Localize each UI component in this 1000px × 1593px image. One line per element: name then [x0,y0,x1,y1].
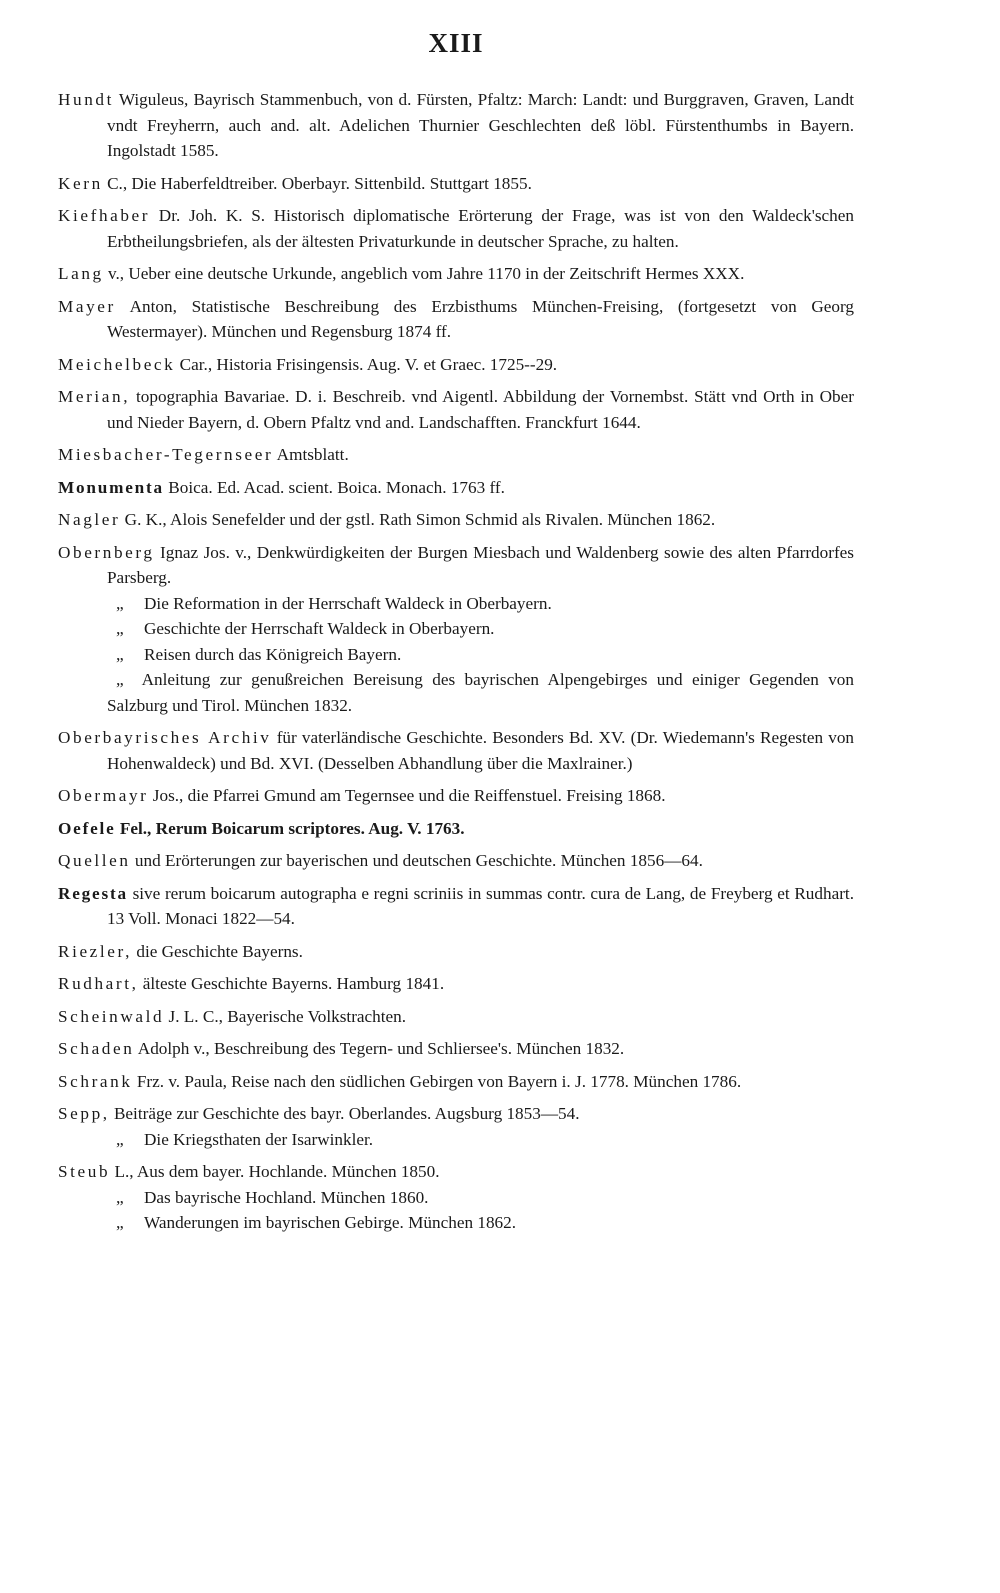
bib-entry [58,203,854,254]
entry-author: Hundt [58,90,114,109]
entry-text: G. K., Alois Senefelder und der gstl. Rath Simon Schmid als Rivalen. München 1862. [124,510,716,529]
bib-entry [58,783,854,809]
bib-entry [58,507,854,533]
entry-author: Nagler [58,510,121,529]
entry-author: Quellen [58,851,131,870]
entry-text: Amtsblatt. [276,445,349,464]
entry-text: Jos., die Pfarrei Gmund am Tegernsee und die Reiffenstuel. Freising 1868. [152,786,666,805]
bib-entry [58,848,854,874]
entry-author: Oberbayrisches Archiv [58,728,272,747]
entry-text: Anton, Statistische Beschreibung des Erzbisthums München-Freising, (fortgesetzt von Georg Westermayer). München und Regensburg 1874 ff. [107,296,854,341]
sub-entry-text: Die Reformation in der Herrschaft Waldeck in Oberbayern. [144,593,552,613]
entry-author: Merian, [58,387,131,406]
entry-author: Schaden [58,1039,135,1058]
entry-author: Miesbacher-Tegernseer [58,445,274,464]
bib-entry [58,261,854,287]
entry-author: Mayer [58,296,116,316]
entry-text: Fel., Rerum Boicarum scriptores. Aug. V. 1763. [119,818,465,838]
sub-entry [58,1127,854,1153]
entry-author: Kiefhaber [58,206,151,225]
entry-author: Rudhart, [58,974,139,993]
entry-author: Steub [58,1162,111,1181]
sub-entry [58,1185,854,1211]
entry-author: Regesta [58,883,128,903]
bib-entry [58,725,854,776]
entry-text: Frz. v. Paula, Reise nach den südlichen Gebirgen von Bayern i. J. 1778. München 1786. [136,1071,742,1091]
entry-author: Riezler, [58,941,133,961]
entry-text: Adolph v., Beschreibung des Tegern- und Schliersee's. München 1832. [137,1039,625,1058]
entry-text: topographia Bavariae. D. i. Beschreib. vnd Aigentl. Abbildung der Vornembst. Stätt vnd Orth in Ober und Nieder Bayern, d. Obern Pfaltz vnd and. Landschafften. Franckfurt 1644. [107,387,855,432]
entry-text: Dr. Joh. K. S. Historisch diplomatische Erörterung der Frage, was ist von den Waldeck'schen Erbtheilungsbriefen, als der ältesten Privaturkunde in deutscher Sprache, zu halten. [107,206,854,251]
page [58,28,854,1236]
entry-text: v., Ueber eine deutsche Urkunde, angeblich vom Jahre 1170 in der Zeitschrift Hermes XXX. [108,264,745,283]
bib-entry [58,475,854,501]
sub-entry-text: Anleitung zur genußreichen Bereisung des bayrischen Alpengebirges und einiger Gegenden von Salzburg und Tirol. München 1832. [107,670,854,715]
entry-author: Kern [58,173,103,193]
bibliography-list [58,87,854,1236]
sub-entry-text: Wanderungen im bayrischen Gebirge. München 1862. [144,1213,517,1232]
entry-text: für vaterländische Geschichte. Besonders Bd. XV. (Dr. Wiedemann's Regesten von Hohenwaldeck) und Bd. XVI. (Desselben Abhandlung über die Maxlrainer.) [107,728,855,773]
entry-author: Scheinwald [58,1006,165,1026]
entry-text: J. L. C., Bayerische Volkstrachten. [168,1006,407,1026]
ditto-mark: „ [116,619,124,638]
sub-entry-text: Das bayrische Hochland. München 1860. [144,1187,429,1207]
page-number: XIII [428,28,484,58]
entry-author: Meichelbeck [58,354,176,374]
entry-text: Beiträge zur Geschichte des bayr. Oberlandes. Augsburg 1853—54. [113,1104,580,1123]
ditto-mark: „ [116,644,124,664]
sub-entry [58,667,854,718]
entry-author: Schrank [58,1071,133,1091]
entry-text: sive rerum boicarum autographa e regni scriniis in summas contr. cura de Lang, de Freyberg et Rudhart. 13 Voll. Monaci 1822—54. [107,883,855,928]
ditto-mark: „ [116,1129,124,1149]
bib-entry [58,352,854,378]
entry-text: und Erörterungen zur bayerischen und deutschen Geschichte. München 1856—64. [134,851,703,870]
ditto-mark: „ [116,1187,124,1207]
entry-author: Oefele [58,818,116,838]
ditto-mark: „ [116,1213,124,1232]
sub-entry [58,1210,854,1236]
entry-author: Monumenta [58,477,164,497]
bib-entry [58,1036,854,1062]
bib-entry [58,294,854,345]
bib-entry [58,1004,854,1030]
entry-author: Obernberg [58,542,155,562]
bib-entry [58,384,854,435]
entry-text: Boica. Ed. Acad. scient. Boica. Monach. 1763 ff. [168,477,505,497]
bib-entry [58,442,854,468]
ditto-mark: „ [116,593,124,613]
entry-text: L., Aus dem bayer. Hochlande. München 1850. [114,1162,440,1181]
entry-text: Car., Historia Frisingensis. Aug. V. et Graec. 1725--29. [179,354,558,374]
entry-text: Ignaz Jos. v., Denkwürdigkeiten der Burgen Miesbach und Waldenberg sowie des alten Pfarrdorfes Parsberg. [107,542,854,587]
bib-entry [58,1101,854,1127]
bib-entry [58,87,854,164]
entry-text: C., Die Haberfeldtreiber. Oberbayr. Sittenbild. Stuttgart 1855. [107,173,532,193]
bib-entry [58,971,854,997]
bib-entry [58,939,854,965]
ditto-mark: „ [116,670,124,689]
bib-entry [58,1069,854,1095]
bib-entry [58,1159,854,1185]
sub-entry [58,616,854,642]
entry-author: Lang [58,264,104,283]
entry-author: Obermayr [58,786,149,805]
sub-entry-text: Reisen durch das Königreich Bayern. [144,644,402,664]
entry-text: Wiguleus, Bayrisch Stammenbuch, von d. Fürsten, Pfaltz: March: Landt: und Burggraven, Graven, Landt vndt Freyherrn, auch and. alt. Adelichen Thurnier Geschlechten deß löbl. Fürstenthumbs in Bayern. Ingolstadt 1585. [107,90,854,160]
sub-entry [58,642,854,668]
sub-entry-text: Die Kriegsthaten der Isarwinkler. [144,1129,374,1149]
sub-entry-text: Geschichte der Herrschaft Waldeck in Oberbayern. [144,619,495,638]
bib-entry [58,171,854,197]
bib-entry [58,816,854,842]
bib-entry [58,540,854,591]
bib-entry [58,881,854,932]
sub-entry [58,591,854,617]
entry-text: älteste Geschichte Bayerns. Hamburg 1841. [142,974,445,993]
entry-text: die Geschichte Bayerns. [136,941,303,961]
entry-author: Sepp, [58,1104,110,1123]
